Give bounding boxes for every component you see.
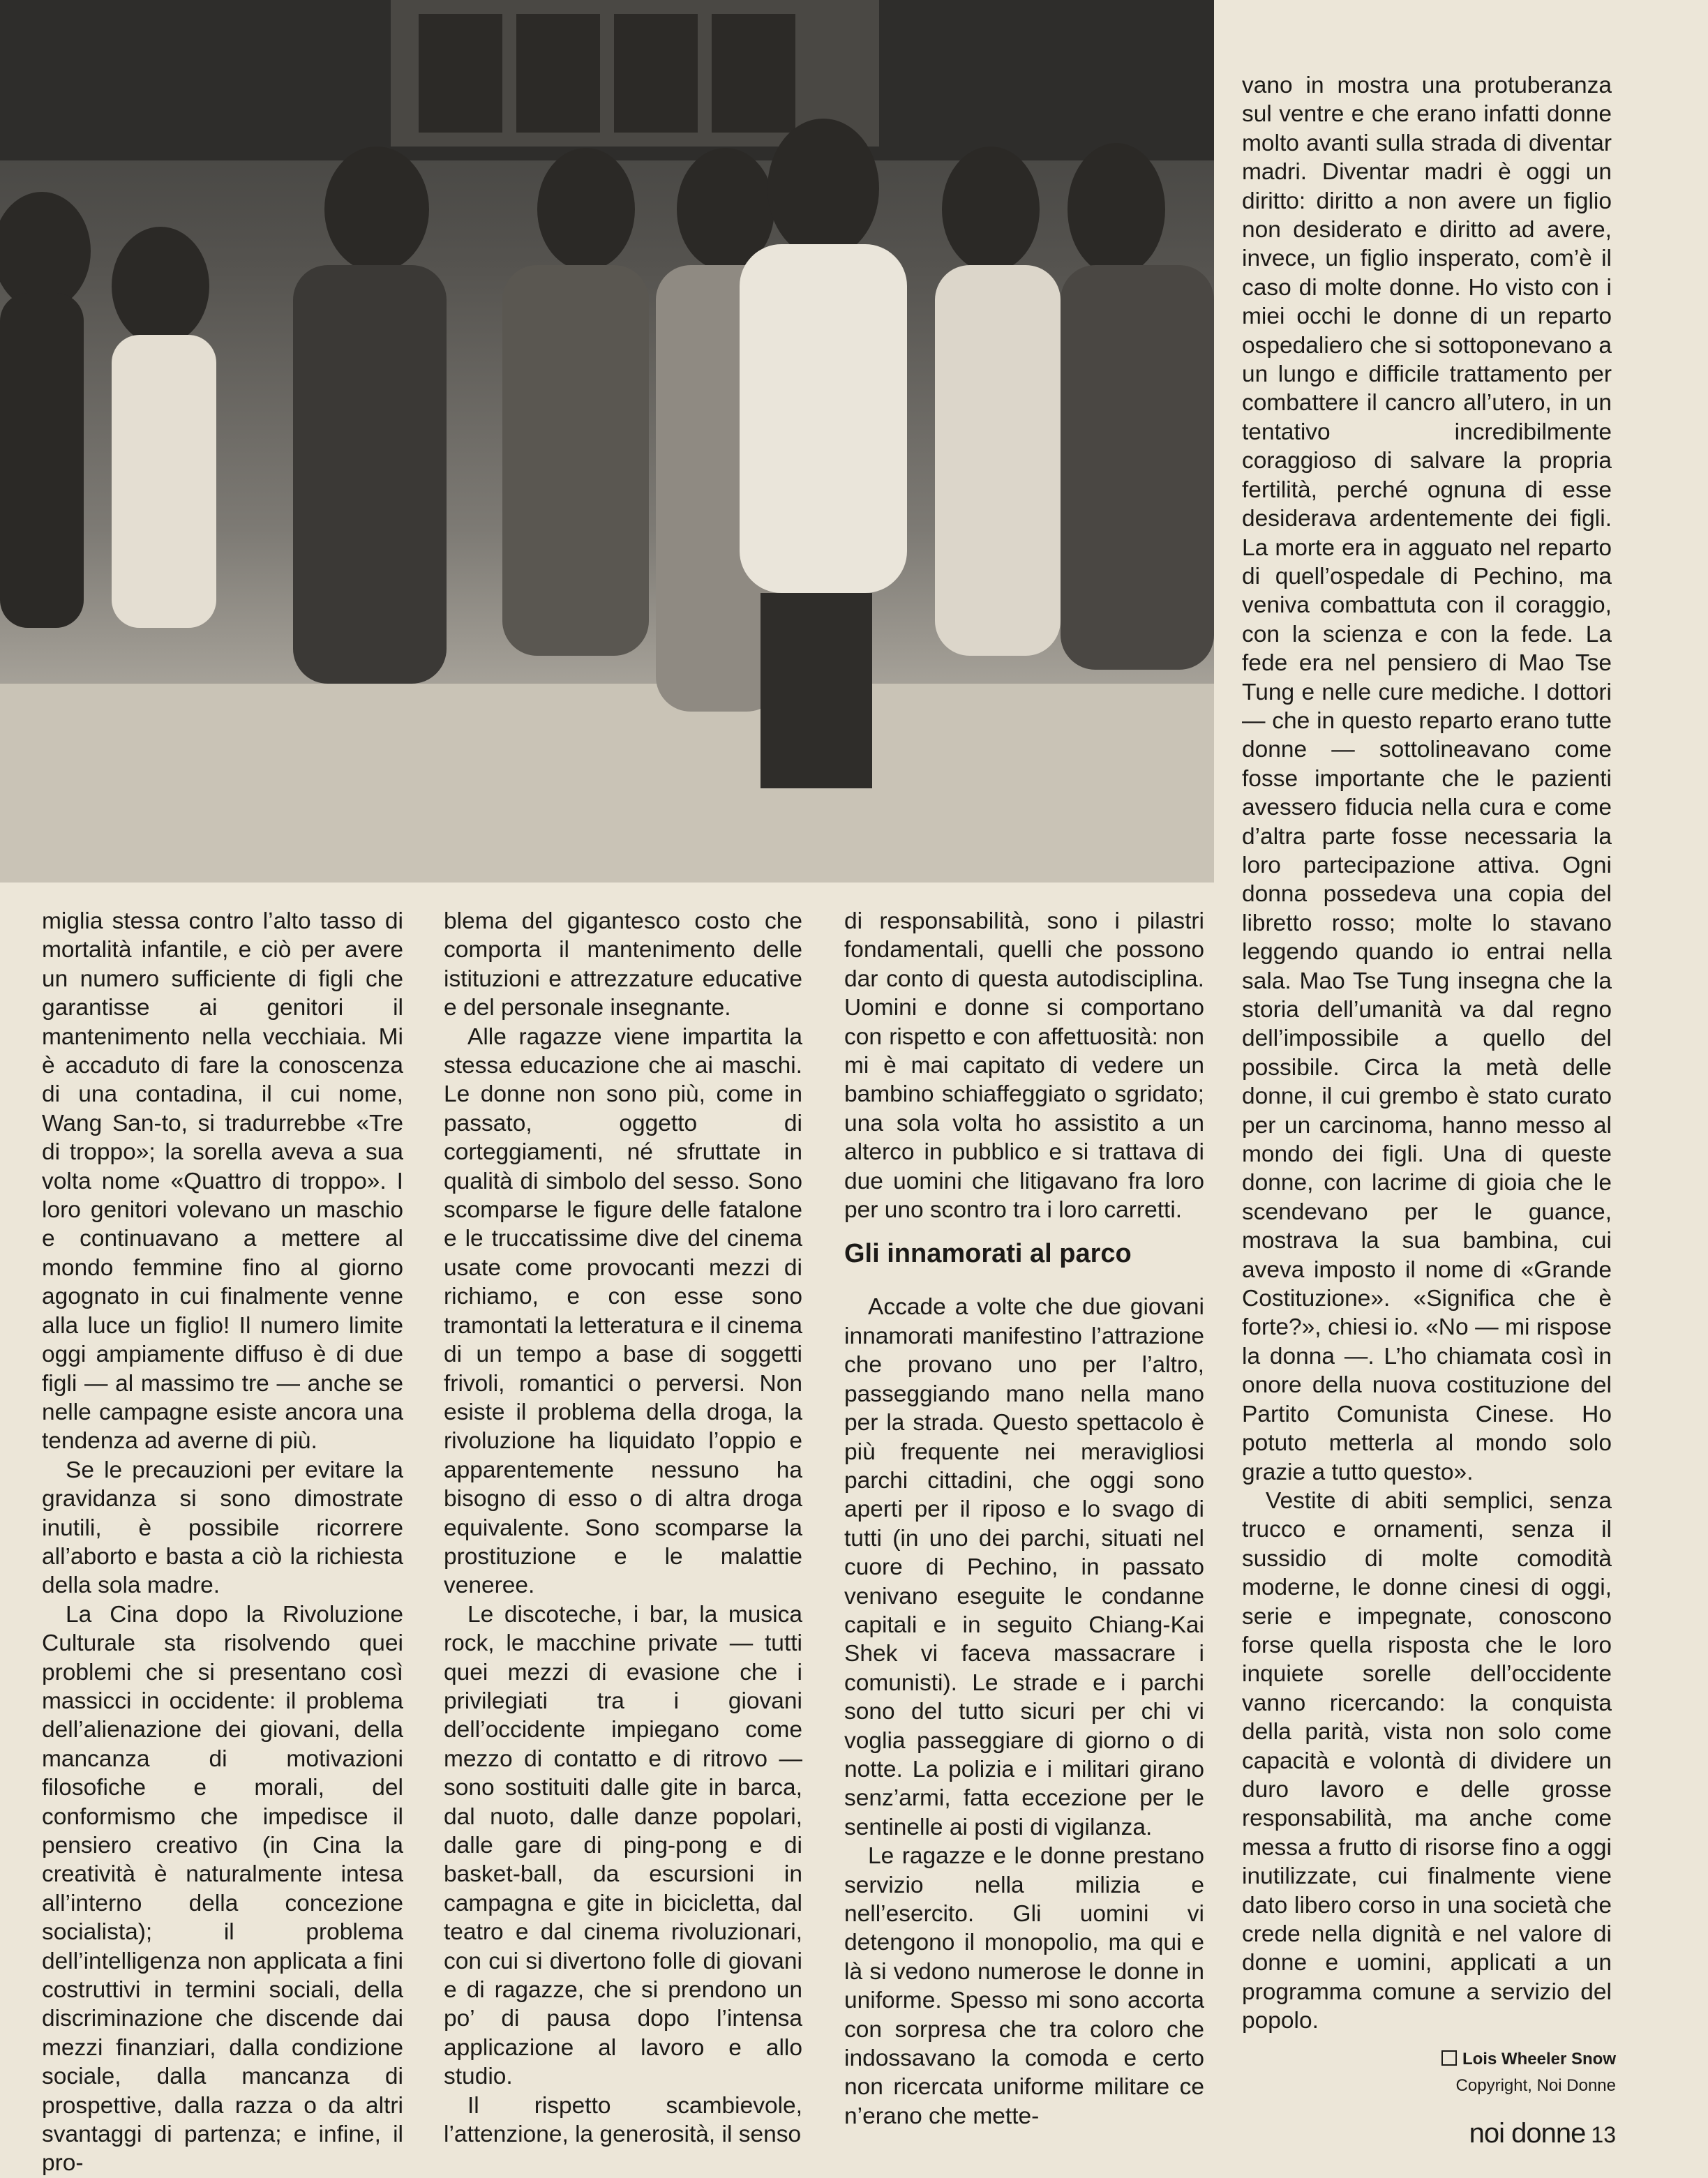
copyright-line: Copyright, Noi Donne <box>1455 2076 1616 2095</box>
text-column-1 <box>42 907 403 2178</box>
paragraph: miglia stessa contro l’alto tasso di mortalità infantile, e ciò per avere un numero sufficiente di figli che garantisse ai genitori il mantenimento nella vecchiaia. Mi è accaduto di fare la conoscenza di una contadina, il cui nome, Wang San-to, si tradurrebbe «Tre di troppo»; la sorella aveva a sua volta nome «Quattro di troppo». I loro genitori volevano un maschio e continuavano a mettere al mondo femmine fino al giorno agognato in cui finalmente venne alla luce un figlio! Il numero limite oggi ampiamente diffuso è di due figli — al massimo tre — anche se nelle campagne esiste ancora una tendenza ad averne di più. <box>42 908 403 1455</box>
paragraph: Le discoteche, i bar, la musica rock, le macchine private — tutti quei mezzi di evasione che i privilegiati tra i giovani dell’occidente impiegano come mezzo di contatto e di ritrovo — sono sostituiti dalle gite in barca, dal nuoto, dalle danze popolari, dalle gare di ping-pong e di basket-ball, da escursioni in campagna e gite in bicicletta, dal teatro e dal cinema rivoluzionari, con cui si divertono folle di giovani e di ragazze, che si prendono un po’ di pausa dopo l’intensa applicazione al lavoro e allo studio. <box>444 1601 802 2090</box>
paragraph: blema del gigantesco costo che comporta il mantenimento delle istituzioni e attrezzature educative e del personale insegnante. <box>444 908 802 1021</box>
paragraph: di responsabilità, sono i pilastri fondamentali, quelli che possono dar conto di questa autodisciplina. Uomini e donne si comportano con rispetto e con affettuosità: non mi è mai capitato di vedere un bambino schiaffeggiato o sgridato; una sola volta ho assistito a un alterco in pubblico e si trattava di due uomini che litigavano fra loro per uno scontro tra i loro carretti. <box>844 908 1204 1224</box>
end-mark-icon <box>1441 2050 1457 2066</box>
paragraph: Il rispetto scambievole, l’attenzione, la generosità, il senso <box>444 2092 802 2148</box>
text-column-4 <box>1242 71 1612 2036</box>
text-column-2 <box>444 907 802 2149</box>
children-photo <box>0 0 1214 883</box>
magazine-name: noi donne <box>1469 2118 1586 2149</box>
paragraph: vano in mostra una protuberanza sul ventre e che erano infatti donne molto avanti sulla strada di diventar madri. Diventar madri è oggi un diritto: diritto a non avere un figlio non desiderato e diritto ad avere, invece, un figlio insperato, com’è il caso di molte donne. Ho visto con i miei occhi le donne di un reparto ospedaliero che si sottoponevano a un lungo e difficile trattamento per combattere il cancro all’utero, in un tentativo incredibilmente coraggioso di salvare la propria fertilità, perché ognuna di esse desiderava ardentemente dei figli. La morte era in agguato nel reparto di quell’ospedale di Pechino, ma veniva combattuta con il coraggio, con la scienza e con la fede. La fede era nel pensiero di Mao Tse Tung e nelle cure mediche. I dottori — che in questo reparto erano tutte donne — sottolineavano come fosse importante che le pazienti avessero fiducia nella cura e come d’altra parte fosse necessaria la loro partecipazione attiva. Ogni donna possedeva una copia del libretto rosso; molte lo stavano leggendo quando io entrai nella sala. Mao Tse Tung insegna che la storia dell’umanità va dal regno dell’impossibile a quello del possibile. Circa la metà delle donne, il cui grembo è stato curato per un carcinoma, hanno messo al mondo dei figli. Una di queste donne, con lacrime di gioia che le scendevano per le guance, mostrava la sua bambina, cui aveva imposto il nome di «Grande Costituzione». «Significa che è forte?», chiesi io. «No — mi rispose la donna —. L’ho chiamata così in onore della nuova costituzione del Partito Comunista Cinese. Ho potuto metterla al mondo solo grazie a tutto questo». <box>1242 73 1612 1485</box>
paragraph: Accade a volte che due giovani innamorati manifestino l’attrazione che provano uno per l’altro, passeggiando mano nella mano per la strada. Questo spettacolo è più frequente nei meravigliosi parchi cittadini, che oggi sono aperti per il riposo e lo svago di tutti (in uno dei parchi, situati nel cuore di Pechino, in passato venivano eseguite le condanne capitali e in seguito Chiang-Kai Shek vi faceva massacrare i comunisti). Le strade e i parchi sono del tutto sicuri per chi vi voglia passeggiare di giorno o di notte. La polizia e i militari girano senz’armi, fatta eccezione per le sentinelle ai posti di vigilanza. <box>844 1294 1204 1840</box>
page-folio <box>1469 2116 1616 2152</box>
paragraph: Vestite di abiti semplici, senza trucco e ornamenti, senza il sussidio di molte comodità moderne, le donne cinesi di oggi, serie e impegnate, conoscono forse quella risposta che le loro inquiete sorelle dell’occidente vanno ricercando: la conquista della parità, vista non solo come capacità e volontà di dividere un duro lavoro e delle grosse responsabilità, ma anche come messa a frutto di risorse fino a oggi inutilizzate, cui finalmente viene dato libero corso in una società che crede nella dignità e nel valore di donne e uomini, applicati a un programma comune a servizio del popolo. <box>1242 1487 1612 2034</box>
paragraph: Le ragazze e le donne prestano servizio nella milizia e nell’esercito. Gli uomini vi detengono il monopolio, ma qui e là si vedono numerose le donne in uniforme. Spesso mi sono accorta con sorpresa che tra coloro che indossavano la comoda e certo non ricercata uniforme militare ce n’erano che mette- <box>844 1843 1204 2129</box>
author-name: Lois Wheeler Snow <box>1462 2050 1616 2068</box>
text-column-3 <box>844 907 1204 2131</box>
section-heading: Gli innamorati al parco <box>844 1239 1132 1269</box>
page-number: 13 <box>1591 2122 1616 2147</box>
paragraph: La Cina dopo la Rivoluzione Culturale sta risolvendo quei problemi che si presentano così massicci in occidente: il problema dell’alienazione dei giovani, della mancanza di motivazioni filosofiche e morali, del conformismo che impedisce il pensiero creativo (in Cina la creatività è naturalmente intesa all’interno della concezione socialista); il problema dell’intelligenza non applicata a fini costruttivi in termini sociali, della discriminazione che discende dai mezzi finanziari, dalla condizione sociale, dalla mancanza di prospettive, dalla razza o da altri svantaggi di partenza; e infine, il pro- <box>42 1601 403 2177</box>
author-signature <box>1441 2048 1616 2071</box>
paragraph: Alle ragazze viene impartita la stessa educazione che ai maschi. Le donne non sono più, come in passato, oggetto di corteggiamenti, né sfruttate in qualità di simbolo del sesso. Sono scomparse le figure delle fatalone e le truccatissime dive del cinema usate come provocanti mezzi di richiamo, e con esse sono tramontati la letteratura e il cinema di un tempo a base di soggetti frivoli, romantici o perversi. Non esiste il problema della droga, la rivoluzione ha liquidato l’oppio e apparentemente nessuno ha bisogno di esso o di altra droga equivalente. Sono scomparse la prostituzione e le malattie veneree. <box>444 1023 802 1599</box>
paragraph: Se le precauzioni per evitare la gravidanza si sono dimostrate inutili, è possibile ricorrere all’aborto e basta a ciò la richiesta della sola madre. <box>42 1457 403 1599</box>
